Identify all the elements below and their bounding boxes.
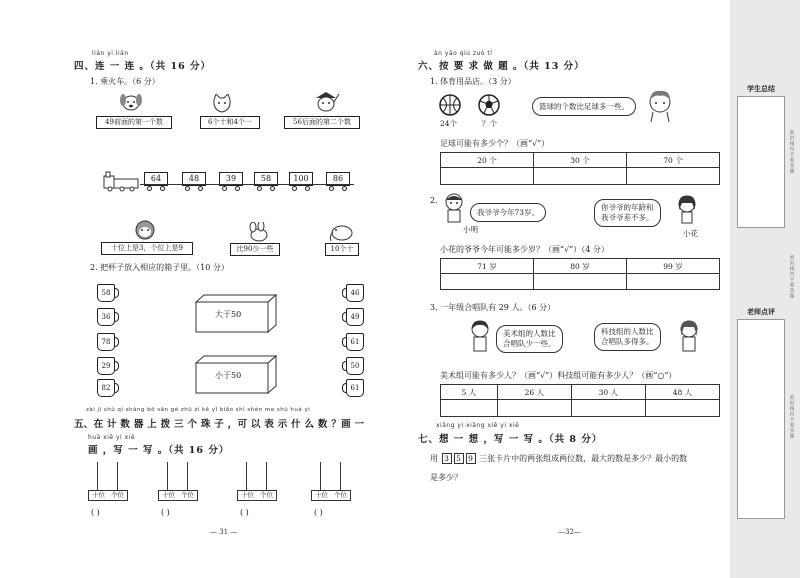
sec6-pinyin: àn yāo qiú zuò tí xyxy=(434,50,493,57)
tens-label: 十位 xyxy=(92,491,105,499)
box-6-tens-4-ones: 6个十和4个一 xyxy=(200,116,260,129)
monkey-icon xyxy=(132,218,158,242)
sec7-line1 xyxy=(430,453,687,464)
q1-speech-bubble: 篮球的个数比足球多一些。 xyxy=(532,97,636,116)
locomotive-icon xyxy=(102,170,142,192)
q2-number: 2. xyxy=(430,196,438,205)
wheel xyxy=(160,186,165,191)
q2-option: 99 岁 xyxy=(627,259,720,274)
digit-card: 3 xyxy=(442,453,452,464)
q1-option: 70 个 xyxy=(627,153,720,168)
answer-blank[interactable]: ( ) xyxy=(91,508,100,517)
seal-line-note: 密封线内不要答题 xyxy=(789,255,794,299)
q2-option: 80 岁 xyxy=(534,259,627,274)
name-xiaohua: 小花 xyxy=(683,229,698,238)
q2-question: 小花的爷爷今年可能多少岁？（画“√”）（4 分） xyxy=(440,245,609,254)
football-icon xyxy=(477,93,501,117)
q3-bubble-left xyxy=(496,325,563,353)
rabbit-icon xyxy=(247,222,271,242)
q2-option: 71 岁 xyxy=(441,259,534,274)
q3-option: 5 人 xyxy=(441,385,498,400)
ones-label: 个位 xyxy=(181,491,194,499)
cup: 61 xyxy=(346,379,364,397)
q3-bubble-left-line2: 合唱队少一些。 xyxy=(503,339,556,348)
box-10-tens: 10个十 xyxy=(325,243,359,256)
sec4-q2: 2. 把杯子放入相应的箱子里。（10 分） xyxy=(90,263,229,272)
cup: 58 xyxy=(97,284,115,302)
sec4-title: 四、连 一 连 。（共 16 分） xyxy=(74,61,212,72)
cat-icon xyxy=(211,94,233,114)
q2-bubble-left: 我爷爷今年73岁。 xyxy=(470,203,546,222)
ones-label: 个位 xyxy=(334,491,347,499)
monkey-teacher-icon xyxy=(312,90,340,114)
page-number-left: — 31 — xyxy=(210,528,238,536)
q3-check-cell[interactable] xyxy=(497,400,571,417)
wheel xyxy=(222,186,227,191)
page-number-right: —32— xyxy=(558,528,581,536)
q3-check-cell[interactable] xyxy=(571,400,645,417)
sec4-pinyin: lián yi lián xyxy=(92,50,129,57)
sec5-title-2: 画 ，写 一 写 。（共 16 分） xyxy=(88,445,230,456)
sec5-pinyin-1: zài jì shù qì shàng bō sān gè zhū zi kě yǐ biǎo shì shén me shù huà yi xyxy=(86,407,311,413)
q3-title: 3. 一年级合唱队有 29 人。（6 分） xyxy=(430,303,556,312)
sec6-q1: 1. 体育用品店。（3 分） xyxy=(430,77,516,86)
basketball-count: 24个 xyxy=(440,119,458,128)
ones-label: 个位 xyxy=(260,491,273,499)
q2-bubble-right-line1: 你爷爷的年龄和 xyxy=(601,203,654,212)
wheel xyxy=(147,186,152,191)
sec7-title: 七、想 一 想 ，写 一 写 。（共 8 分） xyxy=(418,434,603,445)
wheel xyxy=(257,186,262,191)
q1-check-cell[interactable] xyxy=(627,168,720,185)
cup: 78 xyxy=(97,333,115,351)
q1-option: 20 个 xyxy=(441,153,534,168)
sec7-line2: 是多少？ xyxy=(430,473,462,482)
wheel xyxy=(235,186,240,191)
box-greater-than-50-label: 大于50 xyxy=(215,310,242,319)
q3-check-cell[interactable] xyxy=(645,400,719,417)
q3-bubble-right-line1: 科技组的人数比 xyxy=(601,327,654,336)
tens-label: 十位 xyxy=(315,491,328,499)
q3-bubble-left-line1: 美术组的人数比 xyxy=(503,329,556,338)
sec5-title-1: 五、在 计 数 器 上 拨 三 个 珠 子 ，可 以 表 示 什 么 数 ？画 一 xyxy=(74,419,365,430)
q1-check-cell[interactable] xyxy=(441,168,534,185)
puppy-icon xyxy=(118,92,144,114)
answer-blank[interactable]: ( ) xyxy=(161,508,170,517)
cup: 50 xyxy=(346,357,364,375)
q1-question: 足球可能有多少个？（画“√”） xyxy=(440,139,550,148)
q2-check-cell[interactable] xyxy=(627,274,720,290)
sec6-title: 六、按 要 求 做 题 。（共 13 分） xyxy=(418,61,585,72)
wheel xyxy=(305,186,310,191)
sec7-line1-pre: 用 xyxy=(430,454,438,463)
cup: 36 xyxy=(97,308,115,326)
q3-bubble-right-line2: 合唱队多得多。 xyxy=(601,337,654,346)
teacher-comment-box[interactable] xyxy=(737,319,785,519)
q3-check-cell[interactable] xyxy=(441,400,498,417)
tens-label: 十位 xyxy=(162,491,175,499)
seal-line-note: 密封线内不要答题 xyxy=(789,395,794,439)
seal-line-note: 密封线内不要答题 xyxy=(789,130,794,174)
digit-card: 5 xyxy=(454,453,464,464)
q3-option: 30 人 xyxy=(571,385,645,400)
elephant-icon xyxy=(328,222,354,242)
girl-science-group-icon xyxy=(674,318,704,356)
answer-blank[interactable]: ( ) xyxy=(240,508,249,517)
student-summary-box[interactable] xyxy=(737,96,785,228)
student-summary-title: 学生总结 xyxy=(747,85,775,93)
q1-check-cell[interactable] xyxy=(534,168,627,185)
girl-xiaohua-icon xyxy=(674,194,700,226)
name-xiaoming: 小明 xyxy=(463,225,478,234)
train-car: 48 xyxy=(182,172,206,186)
wheel xyxy=(329,186,334,191)
train-car: 86 xyxy=(326,172,350,186)
train-car: 39 xyxy=(219,172,243,186)
box-less-than-90: 比90少一些 xyxy=(230,243,280,256)
q3-option: 48 人 xyxy=(645,385,719,400)
wheel xyxy=(292,186,297,191)
girl-character-icon xyxy=(643,88,677,122)
sec7-line1-post: 三张卡片中的两张组成两位数，最大的数是多少？最小的数 xyxy=(479,454,688,463)
girl-art-group-icon xyxy=(466,318,494,356)
train-car: 58 xyxy=(254,172,278,186)
q2-bubble-right xyxy=(594,199,661,227)
wheel xyxy=(342,186,347,191)
cup: 29 xyxy=(97,357,115,375)
q3-option: 26 人 xyxy=(497,385,571,400)
tens-label: 十位 xyxy=(241,491,254,499)
box-tens-3-ones-9: 十位上是3，个位上是9 xyxy=(101,242,193,255)
q3-options-table xyxy=(440,384,720,417)
q3-question: 美术组可能有多少人？（画“√”）科技组可能有多少人？（画“○”） xyxy=(440,371,677,380)
q1-option: 30 个 xyxy=(534,153,627,168)
boy-xiaoming-icon xyxy=(440,192,468,226)
sec7-pinyin: xiǎng yi xiǎng xiě yi xiě xyxy=(436,422,520,429)
basketball-icon xyxy=(438,93,462,117)
q2-bubble-right-line2: 我爷爷差不多。 xyxy=(601,213,654,222)
q2-check-cell[interactable] xyxy=(534,274,627,290)
q2-check-cell[interactable] xyxy=(441,274,534,290)
wheel xyxy=(185,186,190,191)
wheel xyxy=(198,186,203,191)
digit-card: 9 xyxy=(466,453,476,464)
q2-options-table xyxy=(440,258,720,290)
ones-label: 个位 xyxy=(111,491,124,499)
cup: 82 xyxy=(97,379,115,397)
answer-blank[interactable]: ( ) xyxy=(314,508,323,517)
box-56-after: 56后面的第二个数 xyxy=(284,116,360,129)
q1-options-table xyxy=(440,152,720,185)
train-car: 64 xyxy=(144,172,168,186)
box-49-before: 49前面的第一个数 xyxy=(96,116,172,129)
cup: 61 xyxy=(346,333,364,351)
train-coupling xyxy=(140,184,354,185)
train-car: 100 xyxy=(289,172,313,186)
teacher-comment-title: 老师点评 xyxy=(747,308,775,316)
sec5-pinyin-2: huà xiě yi xiě xyxy=(88,434,136,441)
cup: 46 xyxy=(346,284,364,302)
cup: 49 xyxy=(346,308,364,326)
wheel xyxy=(270,186,275,191)
box-less-than-50-label: 小于50 xyxy=(215,371,242,380)
football-count: ？个 xyxy=(482,119,497,128)
sec4-q1: 1. 乘火车。（6 分） xyxy=(90,77,160,86)
q3-bubble-right xyxy=(594,323,661,351)
